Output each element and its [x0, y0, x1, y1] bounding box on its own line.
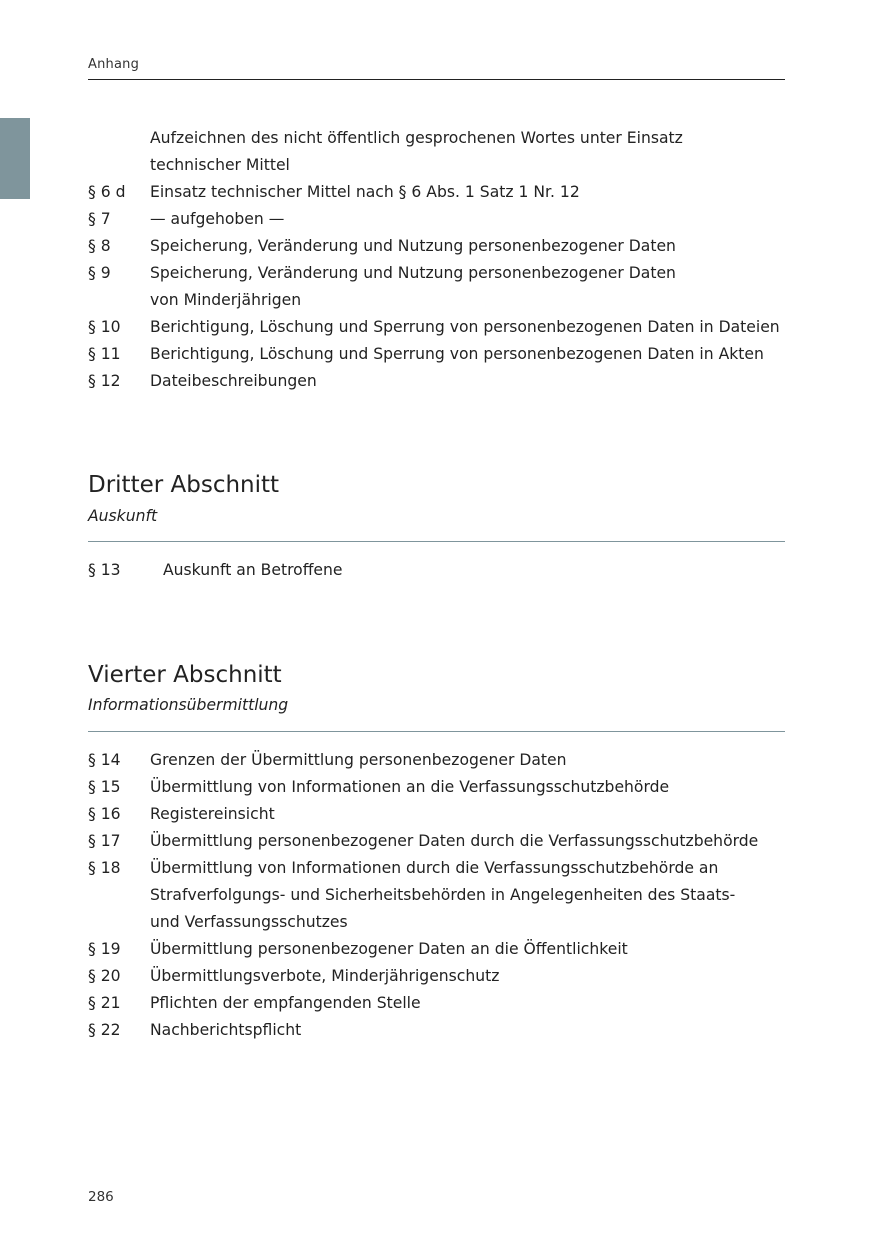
toc-item-title: Nachberichtspflicht	[150, 1021, 302, 1039]
toc-item	[88, 963, 788, 990]
toc-item	[88, 774, 788, 801]
toc-list-vierter	[88, 747, 788, 1044]
toc-item-title: Speicherung, Veränderung und Nutzung personenbezogener Daten	[150, 237, 676, 255]
toc-item-number: § 21	[88, 994, 121, 1012]
section-title-vierter: Vierter Abschnitt	[88, 662, 282, 688]
toc-item-number: § 22	[88, 1021, 121, 1039]
toc-item-title: Übermittlungsverbote, Minderjährigenschutz	[150, 967, 500, 985]
toc-item	[88, 855, 788, 936]
section-rule	[88, 731, 785, 732]
toc-item	[88, 801, 788, 828]
toc-item-title: — aufgehoben —	[150, 210, 285, 228]
chapter-side-tab	[0, 118, 30, 199]
toc-item	[88, 341, 788, 368]
toc-item	[88, 179, 788, 206]
toc-item-number: § 20	[88, 967, 121, 985]
toc-item-number: § 13	[88, 561, 121, 579]
toc-item	[88, 747, 788, 774]
toc-item-number: § 12	[88, 372, 121, 390]
toc-item-number: § 11	[88, 345, 121, 363]
toc-item	[88, 260, 788, 314]
toc-item-title: Übermittlung personenbezogener Daten durch die Verfassungsschutzbehörde	[150, 832, 759, 850]
toc-item	[88, 1017, 788, 1044]
toc-item	[88, 936, 788, 963]
header-rule	[88, 79, 785, 80]
toc-item-title: Übermittlung personenbezogener Daten an die Öffentlichkeit	[150, 940, 628, 958]
section-rule	[88, 541, 785, 542]
toc-item-title: Grenzen der Übermittlung personenbezogener Daten	[150, 751, 567, 769]
toc-list-continued	[88, 125, 788, 395]
toc-item	[88, 125, 788, 179]
section-subtitle-auskunft: Auskunft	[88, 507, 158, 525]
toc-item	[88, 206, 788, 233]
toc-item	[88, 828, 788, 855]
toc-item-title: Aufzeichnen des nicht öffentlich gesprochenen Wortes unter Einsatz technischer Mittel	[150, 129, 683, 174]
toc-item-title: Übermittlung von Informationen durch die Verfassungsschutzbehörde an Strafverfolgungs- und Sicherheitsbehörden in Angelegenheiten des Staats- und Verfassungsschutzes	[150, 859, 736, 931]
toc-list-dritter	[88, 557, 788, 584]
toc-item	[88, 557, 788, 584]
toc-item-number: § 19	[88, 940, 121, 958]
toc-item-number: § 16	[88, 805, 121, 823]
toc-item-number: § 9	[88, 264, 111, 282]
toc-item	[88, 233, 788, 260]
toc-item-title: Übermittlung von Informationen an die Verfassungsschutzbehörde	[150, 778, 670, 796]
section-subtitle-informationsuebermittlung: Informationsübermittlung	[88, 696, 289, 714]
toc-item-number: § 10	[88, 318, 121, 336]
toc-item-title: Einsatz technischer Mittel nach § 6 Abs. 1 Satz 1 Nr. 12	[150, 183, 580, 201]
toc-item-number: § 6 d	[88, 183, 126, 201]
page-number: 286	[88, 1189, 114, 1205]
toc-item-number: § 7	[88, 210, 111, 228]
toc-item-number: § 14	[88, 751, 121, 769]
toc-item-title: Berichtigung, Löschung und Sperrung von personenbezogenen Daten in Akten	[150, 345, 764, 363]
running-head: Anhang	[88, 57, 140, 72]
toc-item	[88, 368, 788, 395]
toc-item-title: Pflichten der empfangenden Stelle	[150, 994, 421, 1012]
toc-item-number: § 17	[88, 832, 121, 850]
toc-item-title: Auskunft an Betroffene	[163, 561, 343, 579]
toc-item-title: Berichtigung, Löschung und Sperrung von personenbezogenen Daten in Dateien	[150, 318, 780, 336]
toc-item-title: Speicherung, Veränderung und Nutzung personenbezogener Daten von Minderjährigen	[150, 264, 676, 309]
toc-item-number: § 8	[88, 237, 111, 255]
toc-item	[88, 990, 788, 1017]
toc-item-title: Registereinsicht	[150, 805, 275, 823]
toc-item-title: Dateibeschreibungen	[150, 372, 317, 390]
section-title-dritter: Dritter Abschnitt	[88, 472, 280, 498]
toc-item-number: § 15	[88, 778, 121, 796]
toc-item	[88, 314, 788, 341]
toc-item-number: § 18	[88, 859, 121, 877]
